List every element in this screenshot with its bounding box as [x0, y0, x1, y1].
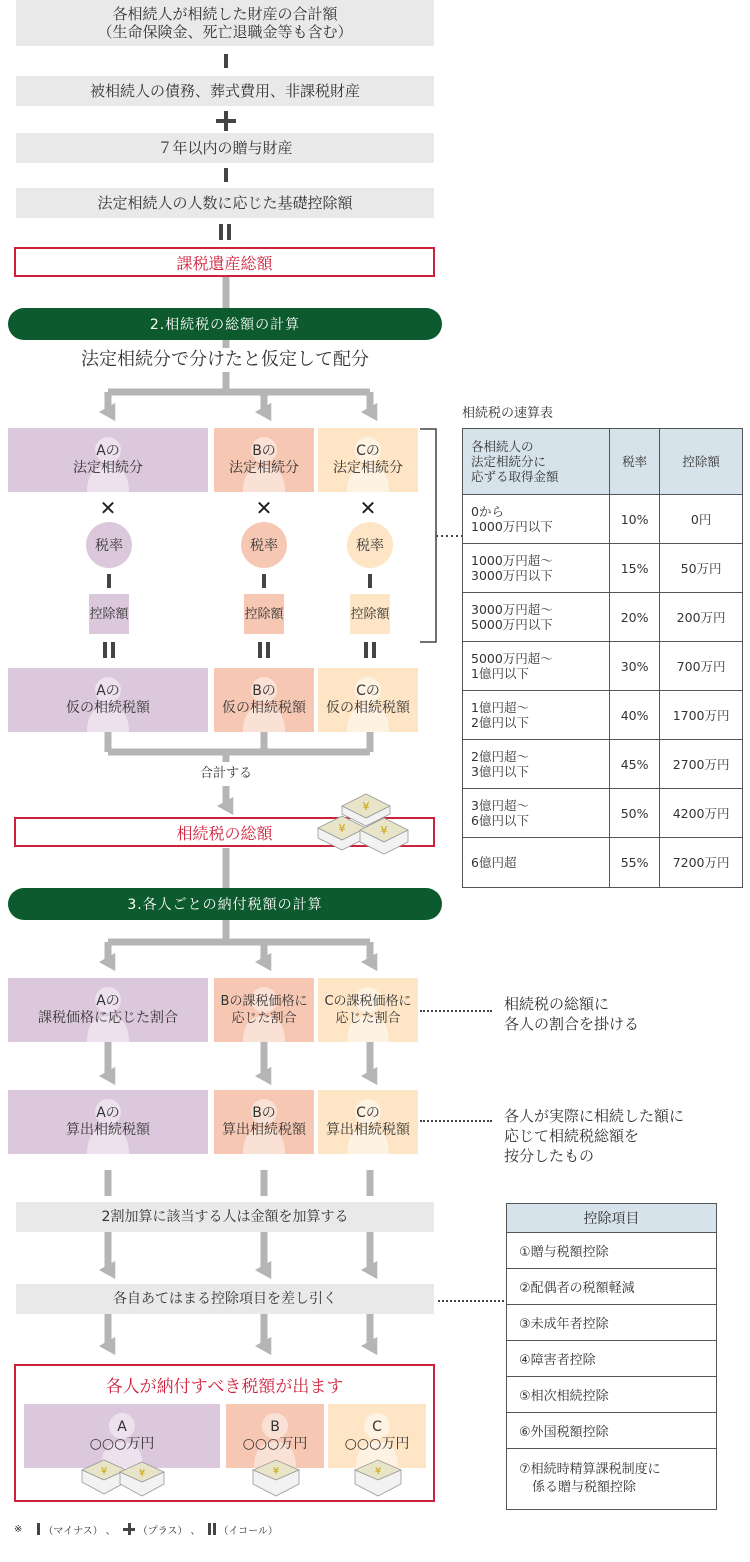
- heir-b-final-amount: ○○○万円: [242, 1436, 308, 1452]
- heir-b-tax-line2: 仮の相続税額: [222, 700, 306, 716]
- row-rate: 45%: [610, 740, 660, 789]
- debts-box: 被相続人の債務、葬式費用、非課税財産: [16, 76, 434, 106]
- svg-text:¥: ¥: [100, 1466, 108, 1477]
- row-amount: 0から 1000万円以下: [463, 495, 610, 544]
- row-deduction: 7200万円: [660, 838, 743, 888]
- plus-sign: [216, 111, 236, 131]
- section2-banner: 2.相続税の総額の計算: [8, 308, 442, 340]
- deduction-item: ⑥外国税額控除: [506, 1413, 717, 1449]
- heir-c-rate: 税率: [347, 522, 393, 568]
- rate-table: [462, 428, 743, 888]
- row-amount: 1億円超〜 2億円以下: [463, 691, 610, 740]
- table-row: [463, 495, 743, 544]
- heir-b-ratio-line1: Bの課税価格に: [220, 994, 308, 1009]
- equal-sign: [219, 224, 233, 240]
- surcharge-step: 2割加算に該当する人は金額を加算する: [16, 1202, 434, 1232]
- heir-a-share-line1: Aの: [96, 443, 120, 459]
- footnote-mark: ※: [14, 1523, 23, 1535]
- deduction-item: ⑤相次相続控除: [506, 1377, 717, 1413]
- heir-c-share-line1: Cの: [356, 443, 380, 459]
- row-rate: 40%: [610, 691, 660, 740]
- table-row: [463, 789, 743, 838]
- heir-b-ratio-line2: 応じた割合: [231, 1011, 297, 1026]
- svg-text:¥: ¥: [338, 822, 346, 835]
- svg-text:¥: ¥: [374, 1466, 382, 1477]
- gift-assets-box: ７年以内の贈与財産: [16, 133, 434, 163]
- row-amount: 2億円超〜 3億円以下: [463, 740, 610, 789]
- heir-b-share-line2: 法定相続分: [229, 460, 299, 476]
- sum-label: 合計する: [176, 764, 276, 784]
- heir-a-final-name: A: [117, 1419, 127, 1435]
- ratio-note-line2: 各人の割合を掛ける: [504, 1015, 640, 1033]
- heir-c-share-line2: 法定相続分: [333, 460, 403, 476]
- heir-c-deduction: 控除額: [350, 594, 390, 634]
- table-row: [463, 691, 743, 740]
- heir-b-ratio: [214, 978, 314, 1042]
- heir-c-final-name: C: [372, 1419, 382, 1435]
- minus-icon: [37, 1523, 40, 1535]
- heir-c-ratio-line1: Cの課税価格に: [324, 994, 412, 1009]
- row-deduction: 1700万円: [660, 691, 743, 740]
- row-amount: 5000万円超〜 1億円以下: [463, 642, 610, 691]
- deduction-item: ①贈与税額控除: [506, 1233, 717, 1269]
- heir-a-calc-line1: Aの: [96, 1105, 120, 1121]
- row-rate: 15%: [610, 544, 660, 593]
- svg-text:¥: ¥: [138, 1468, 146, 1479]
- equal-sign: [364, 642, 376, 658]
- row-rate: 55%: [610, 838, 660, 888]
- heir-c-tax-line2: 仮の相続税額: [326, 700, 410, 716]
- row-deduction: 4200万円: [660, 789, 743, 838]
- heir-a-deduction: 控除額: [89, 594, 129, 634]
- table-row: [463, 642, 743, 691]
- equal-icon: [208, 1523, 216, 1535]
- heir-b-rate: 税率: [241, 522, 287, 568]
- heir-c-calculated-tax: [318, 1090, 418, 1154]
- multiply-sign: ✕: [255, 496, 273, 520]
- table-row: [463, 544, 743, 593]
- heir-a-ratio: [8, 978, 208, 1042]
- deduction-step: 各自あてはまる控除項目を差し引く: [16, 1284, 434, 1314]
- footnote-sep: 、: [105, 1525, 116, 1537]
- calc-note-connector: [420, 1120, 492, 1122]
- deduction-item: ④障害者控除: [506, 1341, 717, 1377]
- calc-note-line3: 按分したもの: [504, 1147, 595, 1165]
- heir-b-share-line1: Bの: [252, 443, 276, 459]
- header-rate: 税率: [610, 429, 660, 495]
- total-assets-line2: （生命保険金、死亡退職金等も含む）: [97, 23, 353, 41]
- heir-a-ratio-line2: 課税価格に応じた割合: [38, 1010, 178, 1026]
- table-row: [463, 740, 743, 789]
- deduction-items-table: [506, 1203, 717, 1510]
- table-row: [463, 838, 743, 888]
- money-stack-icon: [352, 1456, 404, 1502]
- row-rate: 50%: [610, 789, 660, 838]
- heir-a-final-amount: ○○○万円: [89, 1436, 155, 1452]
- minus-sign: [368, 574, 372, 588]
- calc-note: [504, 1106, 744, 1166]
- heir-c-ratio-line2: 応じた割合: [335, 1011, 401, 1026]
- heir-a-tax-line1: Aの: [96, 683, 120, 699]
- footnote: [14, 1520, 278, 1538]
- rate-table-header: [463, 429, 743, 495]
- heir-b-calc-line2: 算出相続税額: [222, 1122, 306, 1138]
- row-rate: 10%: [610, 495, 660, 544]
- svg-text:¥: ¥: [272, 1466, 280, 1477]
- heir-b-deduction: 控除額: [244, 594, 284, 634]
- heir-a-calculated-tax: [8, 1090, 208, 1154]
- plus-icon: [123, 1523, 135, 1535]
- svg-text:¥: ¥: [380, 824, 388, 837]
- heir-b-tax-line1: Bの: [252, 683, 276, 699]
- equal-sign: [103, 642, 115, 658]
- row-deduction: 2700万円: [660, 740, 743, 789]
- ratio-note: [504, 994, 744, 1034]
- heir-c-calc-line1: Cの: [356, 1105, 380, 1121]
- deduction-item: ③未成年者控除: [506, 1305, 717, 1341]
- header-amount: 各相続人の 法定相続分に 応ずる取得金額: [463, 429, 610, 495]
- rate-table-caption: 相続税の速算表: [462, 406, 554, 421]
- heir-b-provisional-tax: [214, 668, 314, 732]
- ratio-note-line1: 相続税の総額に: [504, 995, 610, 1013]
- heir-b-final-name: B: [270, 1419, 280, 1435]
- heir-a-ratio-line1: Aの: [96, 993, 120, 1009]
- minus-sign: [224, 168, 228, 182]
- basic-deduction-box: 法定相続人の人数に応じた基礎控除額: [16, 188, 434, 218]
- heir-c-tax-line1: Cの: [356, 683, 380, 699]
- deduction-items-title: 控除項目: [506, 1203, 717, 1233]
- deduction-connector: [438, 1300, 504, 1302]
- svg-text:¥: ¥: [362, 800, 370, 813]
- taxable-estate-total: 課税遺産総額: [14, 247, 435, 277]
- heir-a-tax-line2: 仮の相続税額: [66, 700, 150, 716]
- final-result-title: 各人が納付すべき税額が出ます: [105, 1377, 344, 1397]
- heir-a-legal-share: [8, 428, 208, 492]
- header-deduction: 控除額: [660, 429, 743, 495]
- multiply-sign: ✕: [99, 496, 117, 520]
- row-rate: 20%: [610, 593, 660, 642]
- row-rate: 30%: [610, 642, 660, 691]
- calc-note-line1: 各人が実際に相続した額に: [504, 1107, 685, 1125]
- calc-note-line2: 応じて相続税総額を: [504, 1127, 640, 1145]
- footnote-plus: （プラス）: [137, 1525, 188, 1537]
- deduction-item: ②配偶者の税額軽減: [506, 1269, 717, 1305]
- row-deduction: 700万円: [660, 642, 743, 691]
- total-assets-box: [16, 0, 434, 46]
- table-row: [463, 593, 743, 642]
- heir-c-legal-share: [318, 428, 418, 492]
- total-inheritance-tax: 相続税の総額: [14, 817, 435, 847]
- row-amount: 3億円超〜 6億円以下: [463, 789, 610, 838]
- row-amount: 6億円超: [463, 838, 610, 888]
- heir-a-share-line2: 法定相続分: [73, 460, 143, 476]
- money-stack-icon: [250, 1456, 302, 1502]
- row-deduction: 50万円: [660, 544, 743, 593]
- section2-subtitle: 法定相続分で分けたと仮定して配分: [16, 348, 434, 372]
- minus-sign: [262, 574, 266, 588]
- row-deduction: 0円: [660, 495, 743, 544]
- ratio-note-connector: [420, 1010, 492, 1012]
- total-assets-line1: 各相続人が相続した財産の合計額: [112, 5, 338, 23]
- money-stack-icon: [80, 1456, 170, 1502]
- heir-c-ratio: [318, 978, 418, 1042]
- minus-sign: [224, 54, 228, 68]
- heir-b-calculated-tax: [214, 1090, 314, 1154]
- heir-b-calc-line1: Bの: [252, 1105, 276, 1121]
- deduction-item: ⑦相続時精算課税制度に 係る贈与税額控除: [506, 1449, 717, 1510]
- heir-b-legal-share: [214, 428, 314, 492]
- equal-sign: [258, 642, 270, 658]
- row-amount: 3000万円超〜 5000万円以下: [463, 593, 610, 642]
- footnote-minus: （マイナス）: [43, 1525, 103, 1537]
- heir-c-calc-line2: 算出相続税額: [326, 1122, 410, 1138]
- footnote-equal: （イコール）: [218, 1525, 278, 1537]
- minus-sign: [107, 574, 111, 588]
- heir-c-provisional-tax: [318, 668, 418, 732]
- heir-c-final-amount: ○○○万円: [344, 1436, 410, 1452]
- money-stack-icon: [314, 790, 414, 862]
- multiply-sign: ✕: [359, 496, 377, 520]
- heir-a-provisional-tax: [8, 668, 208, 732]
- row-amount: 1000万円超〜 3000万円以下: [463, 544, 610, 593]
- table-bracket: [420, 428, 466, 648]
- heir-a-rate: 税率: [86, 522, 132, 568]
- heir-a-calc-line2: 算出相続税額: [66, 1122, 150, 1138]
- footnote-sep: 、: [190, 1525, 201, 1537]
- row-deduction: 200万円: [660, 593, 743, 642]
- section3-banner: 3.各人ごとの納付税額の計算: [8, 888, 442, 920]
